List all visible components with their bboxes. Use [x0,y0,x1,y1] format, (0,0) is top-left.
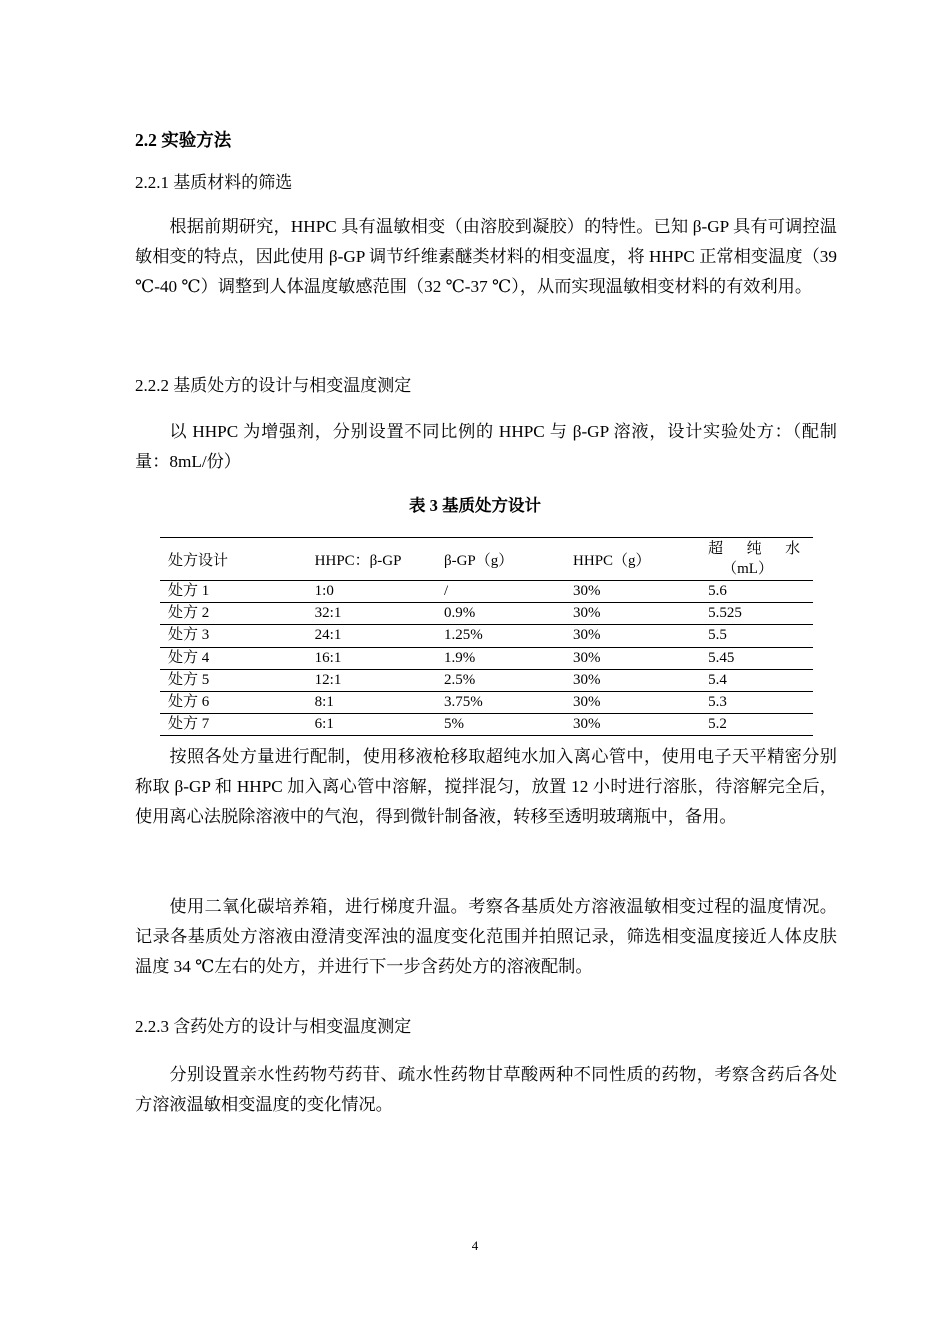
table-cell: 16:1 [314,649,342,666]
table-row [160,691,813,713]
table-cell: 处方 6 [168,694,210,711]
table-row [160,669,813,691]
formulation-table [160,537,813,736]
page-number: 4 [471,1238,479,1253]
paragraph-phase-test: 使用二氧化碳培养箱，进行梯度升温。考察各基质处方溶液温敏相变过程的温度情况。记录各基质处方溶液由澄清变浑浊的温度变化范围并拍照记录，筛选相变温度接近人体皮肤温度 34 ℃左右的处方，并进行下一步含药处方的溶液配制。 [135,897,837,976]
paragraph-design-intro: 以 HHPC 为增强剂，分别设置不同比例的 HHPC 与 β-GP 溶液，设计实验处方：（配制量：8mL/份） [135,422,837,471]
table-cell: 30% [573,583,601,600]
table-row [160,603,813,625]
section-heading: 2.2 实验方法 [135,130,232,150]
table-cell: 处方 3 [168,627,210,644]
table-caption: 表 3 基质处方设计 [409,496,541,515]
table-cell: 32:1 [314,605,342,622]
table-cell: 24:1 [314,627,342,644]
paragraph-matrix-screening: 根据前期研究，HHPC 具有温敏相变（由溶胶到凝胶）的特性。已知 β-GP 具有可调控温敏相变的特点，因此使用 β-GP 调节纤维素醚类材料的相变温度，将 HHPC 正常相变温度（39 ℃-40 ℃）调整到人体温度敏感范围（32 ℃-37 ℃），从而实现温敏相变材料的有效利用。 [135,217,837,296]
header-water-line1: 超纯水 [708,541,801,557]
table-cell: 1.25% [443,627,483,644]
table-cell: 5.4 [708,671,727,688]
table-cell: 3.75% [443,694,483,711]
header-hhpc: HHPC（g） [573,552,651,569]
header-ratio: HHPC：β-GP [314,552,402,569]
table-cell: 处方 5 [168,671,210,688]
header-bgp: β-GP（g） [443,552,514,569]
table-cell: 5.6 [708,583,727,600]
table-cell: 30% [573,627,601,644]
table-cell: 5.5 [708,627,727,644]
table-cell: 5% [443,716,464,733]
table-cell: 5.2 [708,716,727,733]
table-cell: 2.5% [443,671,476,688]
subsection-heading-2-2-2: 2.2.2 基质处方的设计与相变温度测定 [135,376,412,395]
paragraph-drug-formulation: 分别设置亲水性药物芍药苷、疏水性药物甘草酸两种不同性质的药物，考察含药后各处方溶液温敏相变温度的变化情况。 [135,1065,837,1114]
table-row [160,647,813,669]
table-cell: 30% [573,671,601,688]
subsection-heading-2-2-3: 2.2.3 含药处方的设计与相变温度测定 [135,1017,412,1036]
header-water [700,538,813,581]
table-header-row [160,538,813,581]
table-cell: 30% [573,716,601,733]
table-cell: 30% [573,605,601,622]
header-formulation: 处方设计 [168,552,229,569]
table-cell: 30% [573,694,601,711]
table-cell: 处方 4 [168,649,210,666]
table-cell: 处方 1 [168,583,210,600]
table-cell: 1.9% [443,649,476,666]
table-cell: 处方 2 [168,605,210,622]
table-cell: 5.45 [708,649,735,666]
table-row [160,625,813,647]
table-cell: / [443,583,449,600]
table-cell: 8:1 [314,694,334,711]
paragraph-preparation: 按照各处方量进行配制，使用移液枪移取超纯水加入离心管中，使用电子天平精密分别称取 β-GP 和 HHPC 加入离心管中溶解，搅拌混匀，放置 12 小时进行溶胀，待溶解完全后，使用离心法脱除溶液中的气泡，得到微针制备液，转移至透明玻璃瓶中，备用。 [135,747,837,826]
table-row [160,581,813,603]
table-cell: 处方 7 [168,716,210,733]
table-cell: 5.525 [708,605,742,622]
header-water-line2: （mL） [722,561,773,577]
table-cell: 12:1 [314,671,342,688]
subsection-heading-2-2-1: 2.2.1 基质材料的筛选 [135,173,293,192]
table-cell: 1:0 [314,583,334,600]
table-cell: 5.3 [708,694,727,711]
table-cell: 30% [573,649,601,666]
table-cell: 0.9% [443,605,476,622]
table-row [160,714,813,736]
table-cell: 6:1 [314,716,334,733]
